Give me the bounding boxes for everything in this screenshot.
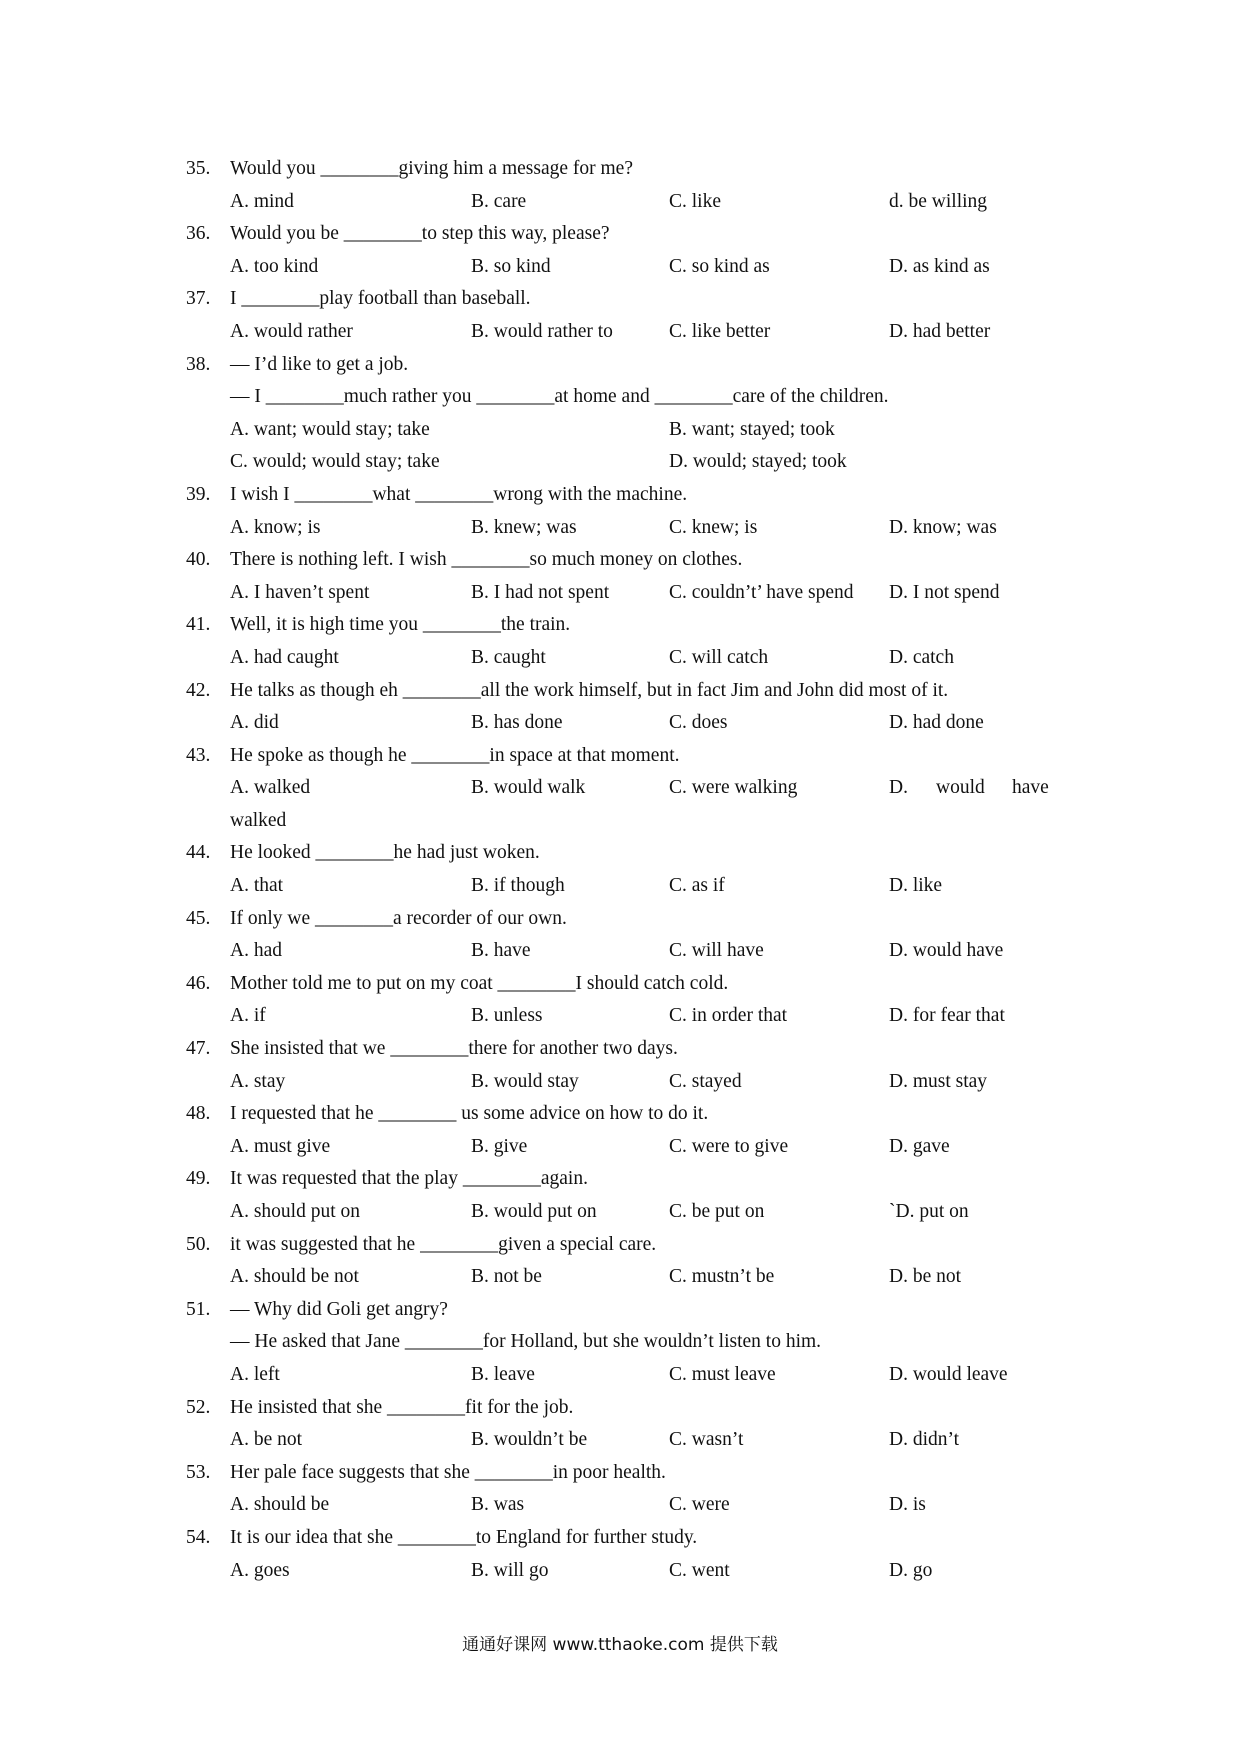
option-d: d. be willing [889, 190, 988, 212]
options-row [186, 186, 1086, 219]
option-c: C. went [669, 1559, 730, 1581]
option-a: A. left [230, 1363, 280, 1385]
option-c: C. wasn’t [669, 1429, 744, 1451]
option-b: B. if though [471, 875, 565, 897]
question-49 [186, 1163, 1086, 1196]
question-stem: He looked ________he had just woken. [230, 842, 540, 864]
option-d: D. go [889, 1559, 933, 1581]
question-stem-continued [186, 1326, 1086, 1359]
question-stem: She insisted that we ________there for another two days. [230, 1038, 678, 1060]
option-d: D. would; stayed; took [669, 451, 847, 473]
option-a: A. walked [230, 777, 311, 799]
option-a: A. should be [230, 1494, 330, 1516]
option-b: B. I had not spent [471, 581, 610, 603]
option-c: C. will catch [669, 646, 769, 668]
question-number: 47. [186, 1038, 211, 1060]
option-a: A. had [230, 940, 282, 962]
options-row [186, 1066, 1086, 1099]
option-d: D. catch [889, 646, 954, 668]
option-d: D. would leave [889, 1363, 1008, 1385]
option-a: A. must give [230, 1135, 331, 1157]
option-d: D. must stay [889, 1070, 988, 1092]
question-number: 45. [186, 907, 211, 929]
question-stem: Well, it is high time you ________the train. [230, 614, 571, 636]
question-47 [186, 1033, 1086, 1066]
question-number: 36. [186, 223, 211, 245]
question-42 [186, 675, 1086, 708]
option-c: C. couldn’t’ have spend [669, 581, 854, 603]
options-row [186, 870, 1086, 903]
question-stem: I requested that he ________ us some advice on how to do it. [230, 1103, 709, 1125]
option-d: D. as kind as [889, 255, 990, 277]
question-stem: He spoke as though he ________in space at that moment. [230, 744, 680, 766]
page-footer: 通通好课网 www.tthaoke.com 提供下载 [462, 1635, 778, 1655]
question-39 [186, 479, 1086, 512]
options-row [186, 1131, 1086, 1164]
option-c: C. so kind as [669, 255, 770, 277]
question-number: 46. [186, 972, 211, 994]
question-45 [186, 903, 1086, 936]
option-b: B. will go [471, 1559, 549, 1581]
option-c: C. like [669, 190, 721, 212]
option-a: A. that [230, 875, 284, 897]
option-a: A. should put on [230, 1201, 361, 1222]
question-stem-continued [186, 381, 1086, 414]
question-stem: — Why did Goli get angry? [230, 1298, 448, 1320]
question-stem: Mother told me to put on my coat ________I should catch cold. [230, 972, 729, 994]
option-b: B. give [471, 1135, 528, 1157]
options-row [186, 772, 1086, 805]
option-b: B. so kind [471, 255, 551, 277]
option-a: A. I haven’t spent [230, 581, 370, 603]
question-number: 38. [186, 353, 211, 375]
option-b: B. was [471, 1494, 525, 1516]
options-row [186, 512, 1086, 545]
option-d: D. had better [889, 320, 991, 342]
option-d: D. is [889, 1494, 926, 1516]
option-c: C. like better [669, 320, 771, 342]
question-48 [186, 1098, 1086, 1131]
question-52 [186, 1392, 1086, 1425]
question-46 [186, 968, 1086, 1001]
option-a: A. want; would stay; take [230, 418, 430, 440]
question-41 [186, 609, 1086, 642]
question-stem: Would you be ________to step this way, please? [230, 223, 610, 245]
option-d: D. didn’t [889, 1429, 960, 1451]
options-row [186, 446, 1086, 479]
option-a: A. goes [230, 1559, 290, 1581]
option-a: A. mind [230, 190, 294, 212]
question-stem-line-2: — I ________much rather you ________at home and ________care of the children. [230, 386, 889, 408]
options-row [186, 1000, 1086, 1033]
question-40 [186, 544, 1086, 577]
option-d: D. like [889, 875, 943, 897]
option-c: C. in order that [669, 1005, 788, 1027]
option-b: B. wouldn’t be [471, 1429, 588, 1451]
question-stem: He insisted that she ________fit for the job. [230, 1396, 574, 1418]
question-number: 43. [186, 744, 211, 766]
question-stem: Her pale face suggests that she ________in poor health. [230, 1461, 666, 1483]
question-stem: It is our idea that she ________to England for further study. [230, 1526, 698, 1548]
question-number: 50. [186, 1233, 211, 1255]
option-b: B. would put on [471, 1201, 597, 1222]
question-number: 35. [186, 158, 211, 179]
question-number: 51. [186, 1298, 211, 1320]
question-number: 44. [186, 842, 211, 864]
question-43 [186, 740, 1086, 773]
options-row [186, 935, 1086, 968]
option-d-label: D. [889, 777, 908, 799]
question-stem: There is nothing left. I wish ________so much money on clothes. [230, 549, 743, 571]
option-d-wrap: walked [230, 809, 287, 831]
options-row [186, 1555, 1086, 1588]
option-a: A. would rather [230, 320, 353, 342]
option-c: C. were [669, 1494, 730, 1516]
question-number: 52. [186, 1396, 211, 1418]
option-a: A. be not [230, 1429, 303, 1451]
question-stem: Would you ________giving him a message for me? [230, 158, 633, 179]
option-a: A. too kind [230, 255, 319, 277]
option-b: B. leave [471, 1363, 535, 1385]
question-38 [186, 349, 1086, 382]
question-list [186, 153, 1086, 1587]
question-number: 39. [186, 483, 211, 505]
option-c: C. will have [669, 940, 764, 962]
question-stem: It was requested that the play ________again. [230, 1168, 588, 1190]
question-50 [186, 1229, 1086, 1262]
option-c: C. must leave [669, 1363, 776, 1385]
option-d-word-2: have [1012, 777, 1049, 799]
options-row [186, 1424, 1086, 1457]
option-c: C. be put on [669, 1201, 765, 1222]
question-54 [186, 1522, 1086, 1555]
options-row [186, 1196, 1086, 1229]
option-b: B. care [471, 190, 527, 212]
option-c: C. does [669, 712, 728, 734]
question-44 [186, 837, 1086, 870]
question-stem: — I’d like to get a job. [230, 353, 409, 375]
options-row [186, 1261, 1086, 1294]
option-a: A. did [230, 712, 279, 734]
options-row [186, 316, 1086, 349]
option-c: C. as if [669, 875, 725, 897]
option-a: A. stay [230, 1070, 286, 1092]
question-stem: He talks as though eh ________all the work himself, but in fact Jim and John did most of it. [230, 679, 949, 701]
options-row [186, 1359, 1086, 1392]
question-36 [186, 218, 1086, 251]
options-row [186, 577, 1086, 610]
option-c: C. would; would stay; take [230, 451, 440, 473]
question-number: 41. [186, 614, 211, 636]
options-row [186, 642, 1086, 675]
question-stem-line-2: — He asked that Jane ________for Holland, but she wouldn’t listen to him. [230, 1331, 822, 1353]
question-number: 49. [186, 1168, 211, 1190]
option-d-word-1: would [936, 777, 985, 799]
option-d: D. know; was [889, 516, 997, 538]
question-stem: I ________play football than baseball. [230, 288, 531, 310]
option-d: D. had done [889, 712, 984, 734]
question-number: 54. [186, 1526, 211, 1548]
option-d: D. gave [889, 1135, 950, 1157]
question-number: 42. [186, 679, 211, 701]
option-d: `D. put on [889, 1201, 969, 1222]
option-c: C. stayed [669, 1070, 742, 1092]
option-b: B. want; stayed; took [669, 418, 835, 440]
option-a: A. had caught [230, 646, 339, 668]
option-d: D. for fear that [889, 1005, 1005, 1027]
option-d: D. I not spend [889, 581, 1000, 603]
option-b: B. would stay [471, 1070, 579, 1092]
option-a: A. if [230, 1005, 266, 1027]
option-c: C. were walking [669, 777, 798, 799]
option-d: D. be not [889, 1266, 962, 1288]
options-row-wrap [186, 805, 1086, 838]
options-row [186, 1489, 1086, 1522]
question-51 [186, 1294, 1086, 1327]
option-b: B. knew; was [471, 516, 577, 538]
option-b: B. caught [471, 646, 546, 668]
options-row [186, 707, 1086, 740]
question-number: 53. [186, 1461, 211, 1483]
options-row [186, 414, 1086, 447]
option-b: B. not be [471, 1266, 542, 1288]
question-number: 40. [186, 549, 211, 571]
option-a: A. should be not [230, 1266, 359, 1288]
option-b: B. unless [471, 1005, 543, 1027]
option-c: C. were to give [669, 1135, 789, 1157]
question-stem: it was suggested that he ________given a special care. [230, 1233, 657, 1255]
question-35 [186, 153, 1086, 186]
question-number: 37. [186, 288, 211, 310]
option-a: A. know; is [230, 516, 321, 538]
option-c: C. knew; is [669, 516, 758, 538]
option-b: B. have [471, 940, 531, 962]
question-37 [186, 283, 1086, 316]
option-d: D. would have [889, 940, 1004, 962]
question-stem: I wish I ________what ________wrong with the machine. [230, 483, 688, 505]
option-b: B. has done [471, 712, 563, 734]
option-b: B. would rather to [471, 320, 613, 342]
question-number: 48. [186, 1103, 211, 1125]
option-c: C. mustn’t be [669, 1266, 775, 1288]
option-b: B. would walk [471, 777, 586, 799]
options-row [186, 251, 1086, 284]
question-stem: If only we ________a recorder of our own. [230, 907, 567, 929]
question-53 [186, 1457, 1086, 1490]
